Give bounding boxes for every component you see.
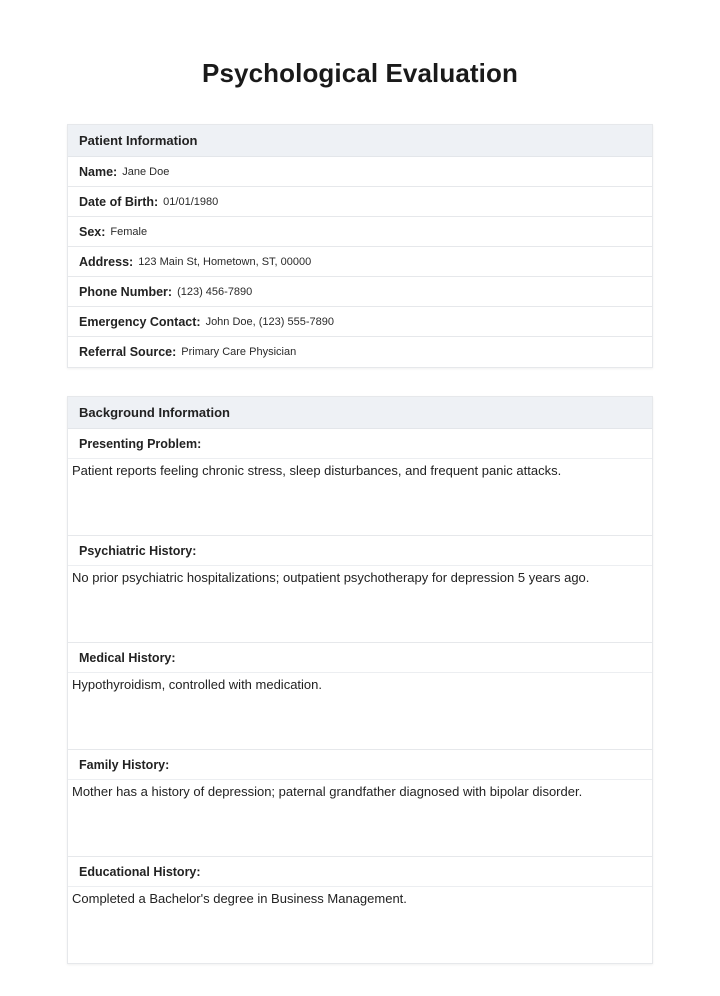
info-label: Sex: [79,224,106,239]
info-label: Name: [79,164,118,179]
info-row-phone-number [68,277,652,307]
page-title: Psychological Evaluation [202,58,518,88]
info-row-address [68,247,652,277]
info-label: Phone Number: [79,284,173,299]
section-family-history [68,750,652,857]
info-label: Date of Birth: [79,194,159,209]
info-label: Emergency Contact: [79,314,201,329]
background-information-table [67,396,653,964]
info-row-referral-source [68,337,652,367]
section-label: Educational History: [68,857,652,887]
info-value[interactable]: Jane Doe [122,165,170,178]
section-medical-history [68,643,652,750]
info-label: Referral Source: [79,345,177,359]
section-psychiatric-history [68,536,652,643]
section-label: Medical History: [68,643,652,673]
patient-information-header: Patient Information [68,125,652,157]
info-row-name [68,157,652,187]
info-value[interactable]: John Doe, (123) 555-7890 [205,315,334,328]
section-educational-history [68,857,652,963]
section-content[interactable]: Hypothyroidism, controlled with medication. [68,673,652,750]
section-label: Family History: [68,750,652,780]
info-row-emergency-contact [68,307,652,337]
info-value[interactable]: 01/01/1980 [163,195,219,208]
background-information-header: Background Information [68,397,652,429]
info-label: Address: [79,254,134,269]
section-content[interactable]: No prior psychiatric hospitalizations; outpatient psychotherapy for depression 5 years ago. [68,566,652,643]
section-content[interactable]: Mother has a history of depression; paternal grandfather diagnosed with bipolar disorder. [68,780,652,857]
info-row-sex [68,217,652,247]
info-value[interactable]: Primary Care Physician [181,346,297,358]
info-value[interactable]: Female [110,225,148,238]
section-content[interactable]: Completed a Bachelor's degree in Business Management. [72,891,407,906]
section-label: Presenting Problem: [68,429,652,459]
info-row-date-of-birth [68,187,652,217]
info-value[interactable]: 123 Main St, Hometown, ST, 00000 [138,255,312,268]
patient-information-table [67,124,653,368]
section-presenting-problem [68,429,652,536]
section-content[interactable]: Patient reports feeling chronic stress, sleep disturbances, and frequent panic attacks. [68,459,652,536]
info-value[interactable]: (123) 456-7890 [177,285,253,298]
section-label: Psychiatric History: [68,536,652,566]
